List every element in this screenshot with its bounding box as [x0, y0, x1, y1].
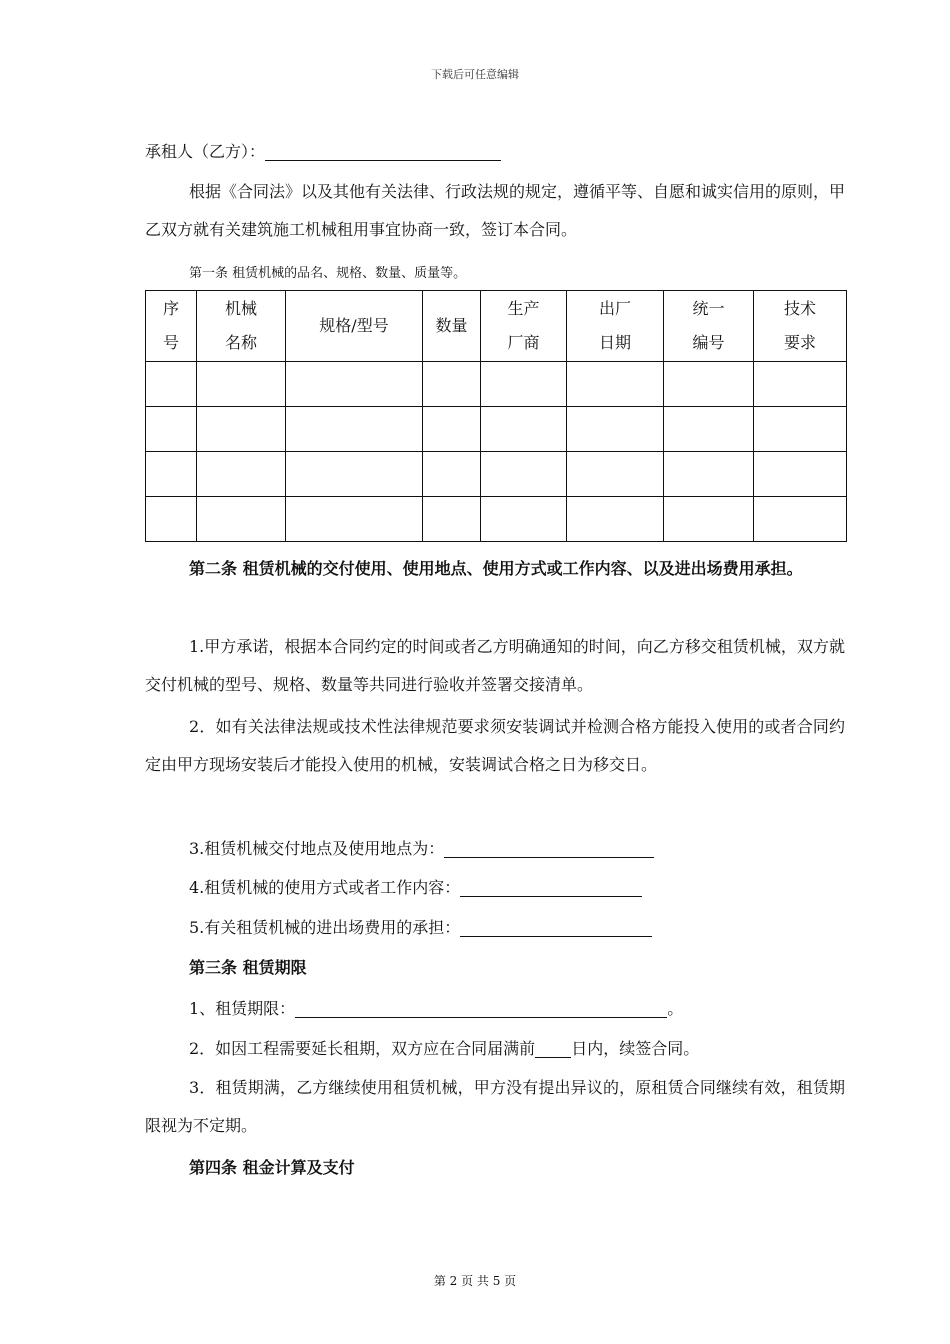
table-cell[interactable] — [754, 362, 847, 407]
usage-method-blank[interactable] — [460, 878, 642, 897]
table-cell[interactable] — [286, 497, 423, 542]
table-cell[interactable] — [754, 497, 847, 542]
col-header-spec-model: 规格/型号 — [286, 291, 423, 362]
table-cell[interactable] — [197, 452, 286, 497]
lessee-label: 承租人（乙方）： — [145, 142, 266, 161]
article2-item1: 1.甲方承诺，根据本合同约定的时间或者乙方明确通知的时间，向乙方移交租赁机械，双方就交付机械的型号、规格、数量等共同进行验收并签署交接清单。 — [145, 637, 845, 694]
article3-title: 第三条 租赁期限 — [189, 958, 307, 977]
article2-item3-line — [145, 830, 845, 868]
article3-item2-pre: 2．如因工程需要延长租期，双方应在合同届满前 — [189, 1039, 536, 1058]
table-row — [146, 497, 847, 542]
article4-title: 第四条 租金计算及支付 — [189, 1158, 355, 1177]
lessee-blank[interactable] — [265, 142, 501, 161]
table-cell[interactable] — [481, 497, 567, 542]
col-header-tech-requirements: 技术 要求 — [754, 291, 847, 362]
article3-item1-label: 1、租赁期限： — [189, 999, 296, 1018]
article2-item2: 2．如有关法律法规或技术性法律规范要求须安装调试并检测合格方能投入使用的或者合同约定由甲方现场安装后才能投入使用的机械，安装调试合格之日为移交日。 — [145, 717, 845, 774]
article2-item3-label: 3.租赁机械交付地点及使用地点为： — [189, 839, 445, 858]
entry-exit-fee-blank[interactable] — [460, 918, 652, 937]
table-cell[interactable] — [664, 497, 754, 542]
table-cell[interactable] — [664, 452, 754, 497]
table-cell[interactable] — [146, 497, 197, 542]
table-cell[interactable] — [567, 452, 664, 497]
article1-title: 第一条 租赁机械的品名、规格、数量、质量等。 — [189, 266, 467, 281]
table-cell[interactable] — [664, 407, 754, 452]
table-cell[interactable] — [567, 497, 664, 542]
table-cell[interactable] — [423, 497, 481, 542]
delivery-location-blank[interactable] — [444, 839, 654, 858]
table-row — [146, 452, 847, 497]
table-cell[interactable] — [481, 452, 567, 497]
table-cell[interactable] — [286, 362, 423, 407]
table-cell[interactable] — [664, 362, 754, 407]
col-header-machine-name: 机械 名称 — [197, 291, 286, 362]
article2-title: 第二条 租赁机械的交付使用、使用地点、使用方式或工作内容、以及进出场费用承担。 — [189, 559, 803, 578]
article3-item1-line — [145, 990, 845, 1028]
table-row — [146, 407, 847, 452]
table-cell[interactable] — [567, 407, 664, 452]
col-header-quantity: 数量 — [423, 291, 481, 362]
table-cell[interactable] — [146, 407, 197, 452]
page-header: 下载后可任意编辑 — [431, 68, 519, 81]
table-cell[interactable] — [286, 452, 423, 497]
article3-item2-line — [145, 1030, 845, 1068]
table-cell[interactable] — [146, 452, 197, 497]
article3-item3: 3．租赁期满，乙方继续使用租赁机械，甲方没有提出异议的，原租赁合同继续有效，租赁期限视为不定期。 — [145, 1078, 845, 1135]
lease-term-blank[interactable] — [295, 999, 667, 1018]
page-footer: 第 2 页 共 5 页 — [433, 1274, 517, 1288]
renewal-days-blank[interactable] — [535, 1039, 571, 1058]
table-cell[interactable] — [481, 362, 567, 407]
table-cell[interactable] — [286, 407, 423, 452]
lessee-line — [145, 133, 845, 171]
col-header-seq: 序 号 — [146, 291, 197, 362]
article2-item5-label: 5.有关租赁机械的进出场费用的承担： — [189, 918, 461, 937]
table-cell[interactable] — [197, 362, 286, 407]
col-header-manufacturer: 生产 厂商 — [481, 291, 567, 362]
article2-item4-label: 4.租赁机械的使用方式或者工作内容： — [189, 878, 461, 897]
table-row — [146, 362, 847, 407]
table-cell[interactable] — [423, 452, 481, 497]
table-cell[interactable] — [481, 407, 567, 452]
intro-paragraph: 根据《合同法》以及其他有关法律、行政法规的规定，遵循平等、自愿和诚实信用的原则，甲乙双方就有关建筑施工机械租用事宜协商一致，签订本合同。 — [145, 182, 846, 239]
table-cell[interactable] — [754, 407, 847, 452]
table-cell[interactable] — [423, 362, 481, 407]
table-cell[interactable] — [197, 497, 286, 542]
article2-item5-line — [145, 909, 845, 947]
table-cell[interactable] — [197, 407, 286, 452]
machinery-table — [145, 290, 847, 542]
article3-item2-post: 日内，续签合同。 — [571, 1039, 700, 1058]
col-header-factory-date: 出厂 日期 — [567, 291, 664, 362]
table-header-row — [146, 291, 847, 362]
table-cell[interactable] — [146, 362, 197, 407]
table-cell[interactable] — [754, 452, 847, 497]
article3-item1-end: 。 — [667, 999, 684, 1018]
table-cell[interactable] — [567, 362, 664, 407]
table-cell[interactable] — [423, 407, 481, 452]
article2-item4-line — [145, 869, 845, 907]
col-header-unified-number: 统一 编号 — [664, 291, 754, 362]
